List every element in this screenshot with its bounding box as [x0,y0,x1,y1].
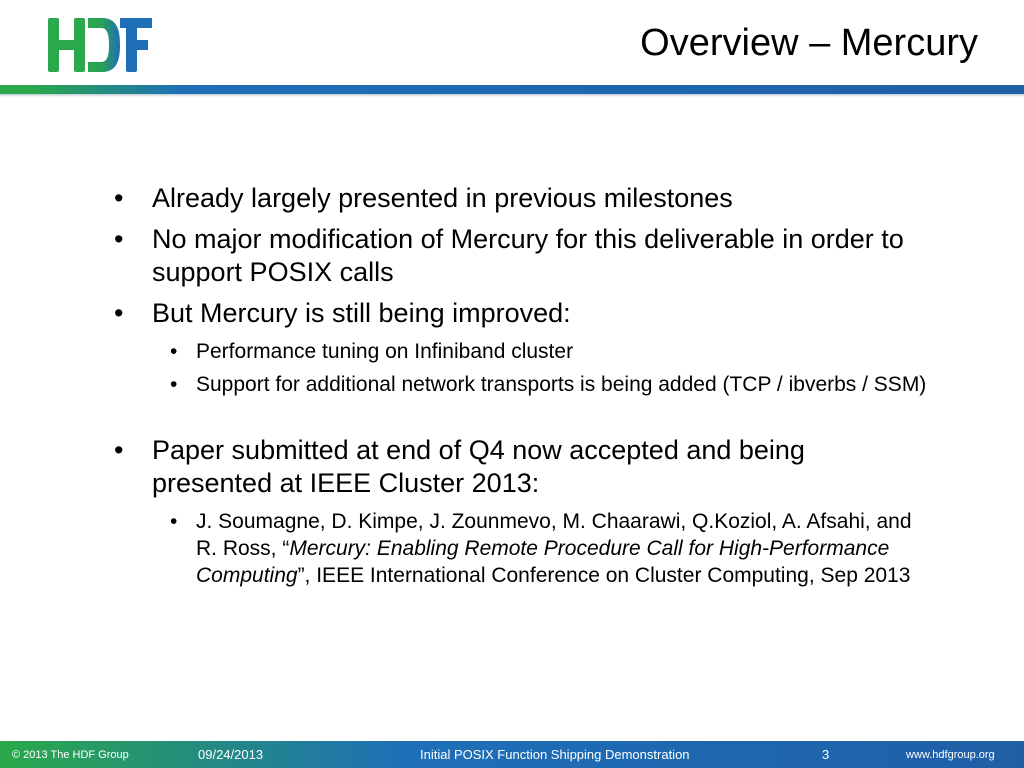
footer-page-number: 3 [822,747,830,762]
footer-url: www.hdfgroup.org [906,749,995,761]
hdf-logo [46,14,154,76]
bullet-text: Paper submitted at end of Q4 now accepted and being presented at IEEE Cluster 2013: [152,435,805,498]
sub-bullet-text: Performance tuning on Infiniband cluster [196,340,574,363]
reference-item [112,508,932,589]
reference-title: Mercury: Enabling Remote Procedure Call for High-Performance Computing [196,537,890,587]
slide-content [112,182,932,595]
footer-bar [0,741,1024,768]
sub-bullet-text: Support for additional network transports is being added (TCP / ibverbs / SSM) [196,373,927,396]
bullet-item [112,223,932,289]
reference-authors: J. Soumagne, D. Kimpe, J. Zounmevo, M. Chaarawi, Q.Koziol, A. Afsahi, and R. Ross, “ [196,510,912,560]
reference-venue: ”, IEEE International Conference on Cluster Computing, Sep 2013 [297,564,911,587]
bullet-item [112,182,932,215]
footer-date: 09/24/2013 [198,747,264,762]
bullet-marker: • [170,373,178,396]
bullet-item [112,297,932,330]
footer-presentation-title: Initial POSIX Function Shipping Demonstration [420,747,690,762]
sub-bullet-item [112,371,932,398]
bullet-text: Already largely presented in previous milestones [152,183,733,213]
bullet-marker: • [170,510,178,533]
header-rule [0,85,1024,94]
bullet-marker: • [114,435,124,465]
bullet-marker: • [170,340,178,363]
bullet-item [112,434,932,500]
footer-copyright: © 2013 The HDF Group [12,749,129,761]
bullet-marker: • [114,224,124,254]
bullet-marker: • [114,298,124,328]
bullet-marker: • [114,183,124,213]
bullet-text: No major modification of Mercury for this deliverable in order to support POSIX calls [152,224,904,287]
sub-bullet-item [112,338,932,365]
bullet-text: But Mercury is still being improved: [152,298,571,328]
slide-title: Overview – Mercury [640,22,978,64]
